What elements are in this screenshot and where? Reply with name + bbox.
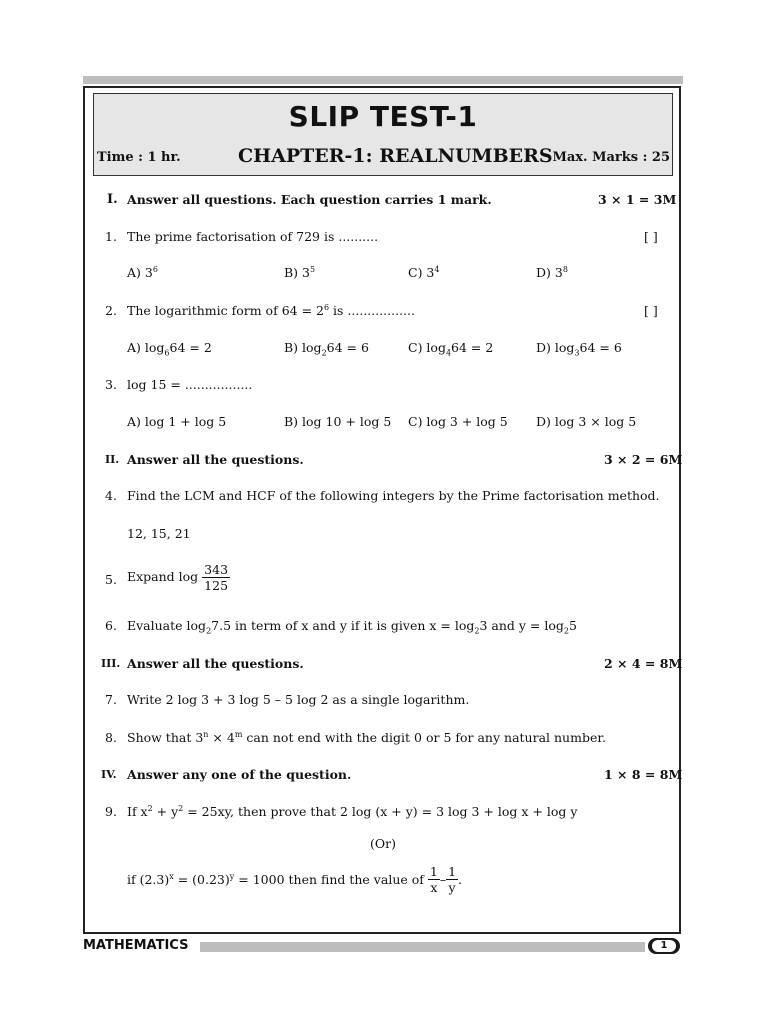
section-instruction: Answer all the questions. xyxy=(127,656,304,671)
option-a: A) $3^6$ xyxy=(127,265,158,281)
fraction-1-over-y: $\frac{1}{y}$ xyxy=(448,864,457,895)
question-text: Evaluate $\log_27.5$ in term of x and y if it is given $x = \log_23$ and $y = \log_25$ xyxy=(127,618,577,636)
page-title: SLIP TEST-1 xyxy=(288,100,478,133)
question-text: If $x^2 + y^2 = 25xy$, then prove that 2 log (x + y) = 3 log 3 + log x + log y xyxy=(127,804,578,820)
question-text: Expand log $\frac{343}{125}$ xyxy=(127,562,229,593)
top-rule xyxy=(83,76,683,84)
answer-bracket: [ ] xyxy=(644,303,658,318)
answer-bracket: [ ] xyxy=(644,229,658,244)
question-text: Find the LCM and HCF of the following integers by the Prime factorisation method. xyxy=(127,488,660,503)
question-number: 9. xyxy=(105,804,117,819)
question-text: if $(2.3)^x = (0.23)^y = 1000$ then find the value of $\frac{1}{x}$ – $\frac{1}{y}$ . xyxy=(127,864,463,895)
option-d: D) $\log_364 = 6$ xyxy=(536,340,622,358)
page-number: 1 xyxy=(652,940,676,952)
question-number: 2. xyxy=(105,303,117,318)
time-label: Time : 1 hr. xyxy=(97,150,181,165)
section-marks: 3 × 2 = 6M xyxy=(604,452,683,467)
question-text: Show that $3^n \times 4^m$ can not end with the digit 0 or 5 for any natural number. xyxy=(127,730,606,746)
chapter-title: CHAPTER-1: REALNUMBERS xyxy=(238,145,553,167)
option-c: C) $3^4$ xyxy=(408,265,440,281)
question-text: Write 2 log 3 + 3 log 5 – 5 log 2 as a single logarithm. xyxy=(127,692,470,707)
question-number: 3. xyxy=(105,377,117,392)
question-9-alternative xyxy=(0,864,768,900)
test-header xyxy=(93,93,673,176)
question-number: 4. xyxy=(105,488,117,503)
option-a: A) $\log_664 = 2$ xyxy=(127,340,212,358)
section-number: III. xyxy=(101,657,121,670)
section-instruction: Answer all questions. Each question carries 1 mark. xyxy=(127,192,492,207)
fraction-1-over-x: $\frac{1}{x}$ xyxy=(429,864,438,895)
section-instruction: Answer all the questions. xyxy=(127,452,304,467)
question-number: 8. xyxy=(105,730,117,745)
question-5 xyxy=(0,562,768,596)
section-instruction: Answer any one of the question. xyxy=(127,767,352,782)
option-b: B) log 10 + log 5 xyxy=(284,414,392,429)
question-number: 1. xyxy=(105,229,117,244)
option-d: D) $3^8$ xyxy=(536,265,568,281)
question-number: 6. xyxy=(105,618,117,633)
question-number: 5. xyxy=(105,572,117,587)
question-number: 7. xyxy=(105,692,117,707)
question-text: The prime factorisation of 729 is .......... xyxy=(127,229,379,244)
section-number: II. xyxy=(105,453,120,466)
footer-subject-label: MATHEMATICS xyxy=(83,938,189,953)
option-b: B) $3^5$ xyxy=(284,265,316,281)
section-marks: 2 × 4 = 8M xyxy=(604,656,683,671)
section-marks: 3 × 1 = 3M xyxy=(598,192,677,207)
page-number-badge xyxy=(648,938,680,954)
section-marks: 1 × 8 = 8M xyxy=(604,767,683,782)
or-text: (Or) xyxy=(370,836,396,851)
option-c: C) log 3 + log 5 xyxy=(408,414,508,429)
option-d: D) log 3 × log 5 xyxy=(536,414,637,429)
footer-rule xyxy=(200,942,645,952)
option-c: C) $\log_464 = 2$ xyxy=(408,340,494,358)
section-number: IV. xyxy=(101,768,117,781)
section-number: I. xyxy=(107,192,118,207)
max-marks-label: Max. Marks : 25 xyxy=(552,150,670,165)
integer-list: 12, 15, 21 xyxy=(127,526,191,541)
question-text: The logarithmic form of $64 = 2^6$ is ................. xyxy=(127,303,415,319)
option-a: A) log 1 + log 5 xyxy=(127,414,227,429)
question-text: log 15 = ................. xyxy=(127,377,253,392)
fraction: $\frac{343}{125}$ xyxy=(204,562,229,593)
option-b: B) $\log_264 = 6$ xyxy=(284,340,369,358)
